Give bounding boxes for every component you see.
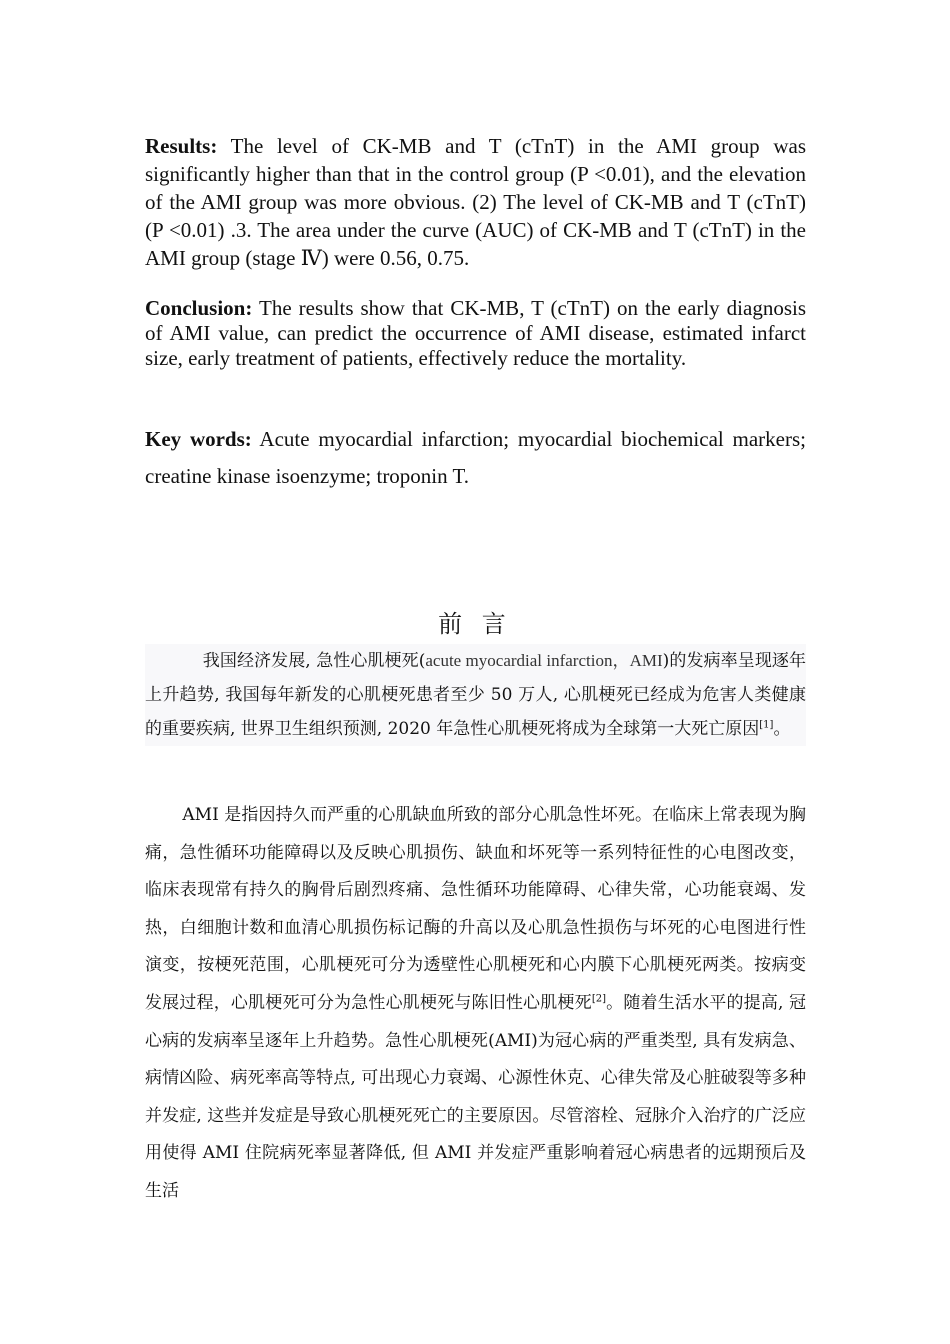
citation-ref-1: [1] [759, 719, 774, 731]
citation-ref-2: [2] [591, 993, 606, 1005]
para1-end: 。 [773, 719, 791, 739]
keywords-text: Acute myocardial infarction; myocardial biochemical markers; creatine kinase isoenzyme; troponin T. [145, 427, 806, 488]
para1-text-b: )的发病率呈现逐年上升趋势, 我国每年新发的心肌梗死患者至少 50 万人, 心肌梗死已经成为危害人类健康的重要疾病, 世界卫生组织预测, 2020 年急性心肌梗死将成为全球第一大死亡原因 [145, 651, 806, 739]
keywords-label: Key words: [145, 427, 252, 451]
conclusion-text: The results show that CK-MB, T (cTnT) on the early diagnosis of AMI value, can predict the occurrence of AMI disease, estimated infarct size, early treatment of patients, effectively reduce the mortality. [145, 296, 807, 370]
section-title-preface: 前 言 [438, 610, 512, 638]
abstract-keywords [145, 421, 806, 495]
conclusion-label: Conclusion: [145, 296, 253, 320]
abstract-conclusion [145, 296, 806, 371]
preface-paragraph-1 [145, 644, 806, 746]
para1-text-a: 我国经济发展, 急性心肌梗死( [202, 651, 426, 671]
preface-paragraph-2 [145, 797, 806, 1211]
para1-english-term: acute myocardial infarction，AMI [425, 651, 663, 670]
para2-text-a: AMI 是指因持久而严重的心肌缺血所致的部分心肌急性坏死。在临床上常表现为胸痛，急性循环功能障碍以及反映心肌损伤、缺血和坏死等一系列特征性的心电图改变，临床表现常有持久的胸骨后剧烈疼痛、急性循环功能障碍、心律失常，心功能衰竭、发热，白细胞计数和血清心肌损伤标记酶的升高以及心肌急性损伤与坏死的心电图进行性演变，按梗死范围，心肌梗死可分为透壁性心肌梗死和心内膜下心肌梗死两类。按病变发展过程，心肌梗死可分为急性心肌梗死与陈旧性心肌梗死 [145, 805, 806, 1013]
abstract-results [145, 132, 806, 272]
results-text: The level of CK-MB and T (cTnT) in the AMI group was significantly higher than that in the control group (P <0.01), and the elevation of the AMI group was more obvious. (2) The level of CK-MB and T (cTnT) (P <0.01) .3. The area under the curve (AUC) of CK-MB and T (cTnT) in the AMI group (stage Ⅳ) were 0.56, 0.75. [145, 134, 806, 270]
para2-text-b: 。随着生活水平的提高, 冠心病的发病率呈逐年上升趋势。急性心肌梗死(AMI)为冠心病的严重类型, 具有发病急、病情凶险、病死率高等特点, 可出现心力衰竭、心源性休克、心律失常及心脏破裂等多种并发症, 这些并发症是导致心肌梗死死亡的主要原因。尽管溶栓、冠脉介入治疗的广泛应用使得 AMI 住院病死率显著降低, 但 AMI 并发症严重影响着冠心病患者的远期预后及生活 [145, 992, 807, 1201]
results-label: Results: [145, 134, 218, 158]
